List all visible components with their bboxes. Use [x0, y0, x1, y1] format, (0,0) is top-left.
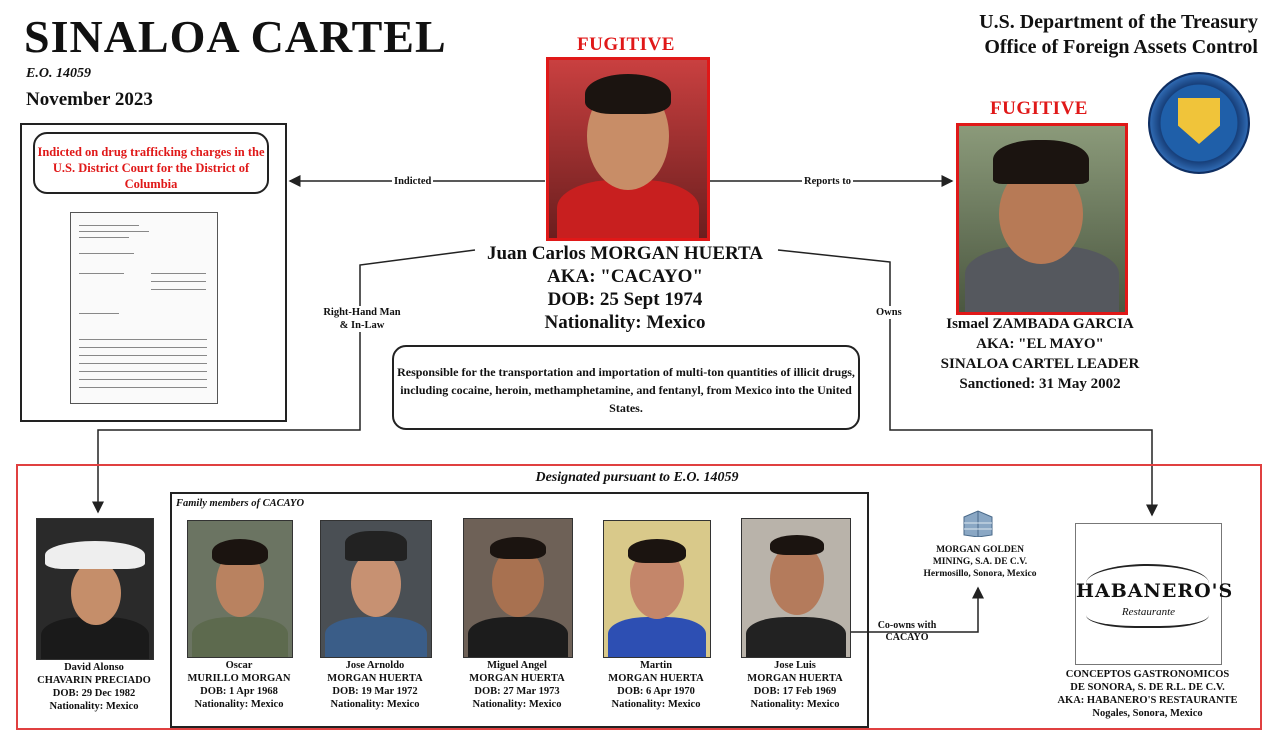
individual-nationality: Nationality: Mexico — [330, 699, 420, 710]
indictment-note: Indicted on drug trafficking charges in the U.S. District Court for the District of Columbia — [33, 132, 269, 194]
page-title: SINALOA CARTEL — [24, 11, 447, 62]
restaurant-line1: CONCEPTOS GASTRONOMICOS — [1065, 669, 1230, 680]
individual-nationality: Nationality: Mexico — [750, 699, 840, 710]
individual-caption — [16, 661, 172, 713]
restaurant-logo-sub: Restaurante — [1121, 606, 1176, 618]
individual-name1: Oscar — [225, 660, 253, 671]
individual-nationality: Nationality: Mexico — [49, 701, 139, 712]
restaurant-line3: AKA: HABANERO'S RESTAURANTE — [1057, 695, 1238, 706]
individual-name1: Jose Arnoldo — [345, 660, 405, 671]
center-person-dob: DOB: 25 Sept 1974 — [547, 289, 703, 310]
date-label: November 2023 — [26, 89, 153, 110]
individual-dob: DOB: 29 Dec 1982 — [52, 688, 136, 699]
indictment-document-icon — [70, 212, 218, 404]
reports-to-label: Reports to — [804, 176, 851, 187]
individual-name1: Martin — [639, 660, 673, 671]
center-person-aka: AKA: "CACAYO" — [546, 266, 704, 287]
leader-name: Ismael ZAMBADA GARCIA — [946, 316, 1134, 332]
individual-dob: DOB: 27 Mar 1973 — [474, 686, 560, 697]
individual-dob: DOB: 6 Apr 1970 — [617, 686, 695, 697]
responsibility-note: Responsible for the transportation and importation of multi-ton quantities of illicit drugs, including cocaine, heroin, methamphetamine, and fentanyl, from Mexico into the United States. — [392, 345, 860, 430]
restaurant-logo-word: HABANERO'S — [1076, 580, 1234, 602]
leader-sanctioned: Sanctioned: 31 May 2002 — [959, 376, 1121, 392]
individual-name1: Jose Luis — [774, 660, 816, 671]
mining-company-info — [910, 544, 1050, 580]
individual-dob: DOB: 19 Mar 1972 — [332, 686, 418, 697]
individual-name2: MORGAN HUERTA — [747, 673, 843, 684]
individual-dob: DOB: 17 Feb 1969 — [753, 686, 837, 697]
indicted-label: Indicted — [394, 176, 432, 187]
individual-photo — [741, 518, 851, 658]
individual-name2: CHAVARIN PRECIADO — [37, 675, 151, 686]
leader-aka: AKA: "EL MAYO" — [976, 336, 1104, 352]
leader-info — [925, 314, 1155, 394]
agency-label — [938, 10, 1258, 60]
individual-nationality: Nationality: Mexico — [611, 699, 701, 710]
center-person-nationality: Nationality: Mexico — [544, 312, 706, 333]
mining-line3: Hermosillo, Sonora, Mexico — [923, 569, 1037, 579]
individual-name2: MORGAN HUERTA — [327, 673, 423, 684]
fugitive-label-center: FUGITIVE — [577, 34, 675, 55]
mining-line1: MORGAN GOLDEN — [936, 545, 1024, 555]
treasury-seal-icon — [1148, 72, 1250, 174]
individual-photo — [463, 518, 573, 658]
restaurant-line4: Nogales, Sonora, Mexico — [1092, 708, 1203, 719]
individual-photo — [36, 518, 154, 660]
individual-name2: MORGAN HUERTA — [469, 673, 565, 684]
individual-caption — [729, 659, 861, 711]
owns-label: Owns — [876, 307, 902, 318]
building-icon — [962, 509, 994, 537]
individual-photo — [320, 520, 432, 658]
individual-name1: Miguel Angel — [487, 660, 547, 671]
individual-dob: DOB: 1 Apr 1968 — [200, 686, 278, 697]
individual-nationality: Nationality: Mexico — [472, 699, 562, 710]
individual-caption — [591, 659, 721, 711]
center-person-photo — [546, 57, 710, 241]
executive-order-label: E.O. 14059 — [26, 66, 91, 81]
family-label: Family members of CACAYO — [176, 498, 305, 509]
individual-photo — [187, 520, 293, 658]
coowns-label: Co-owns with CACAYO — [877, 620, 937, 643]
individual-name2: MURILLO MORGAN — [187, 673, 291, 684]
leader-role: SINALOA CARTEL LEADER — [940, 356, 1140, 372]
restaurant-info — [1040, 668, 1255, 720]
individual-name2: MORGAN HUERTA — [608, 673, 704, 684]
restaurant-line2: DE SONORA, S. DE R.L. DE C.V. — [1070, 682, 1225, 693]
restaurant-logo — [1075, 523, 1234, 665]
agency-line-2: Office of Foreign Assets Control — [984, 36, 1258, 58]
individual-caption — [310, 659, 440, 711]
leader-photo — [956, 123, 1128, 315]
designation-label: Designated pursuant to E.O. 14059 — [535, 470, 739, 485]
fugitive-label-leader: FUGITIVE — [990, 98, 1088, 119]
individual-caption — [451, 659, 583, 711]
center-person-name: Juan Carlos MORGAN HUERTA — [486, 243, 764, 264]
mining-line2: MINING, S.A. DE C.V. — [932, 557, 1028, 567]
individual-photo — [603, 520, 711, 658]
individual-nationality: Nationality: Mexico — [194, 699, 284, 710]
center-person-info — [470, 242, 780, 334]
individual-caption — [175, 659, 303, 711]
agency-line-1: U.S. Department of the Treasury — [979, 11, 1258, 33]
individual-name1: David Alonso — [64, 662, 124, 673]
right-hand-label: Right-Hand Man & In-Law — [310, 306, 414, 332]
